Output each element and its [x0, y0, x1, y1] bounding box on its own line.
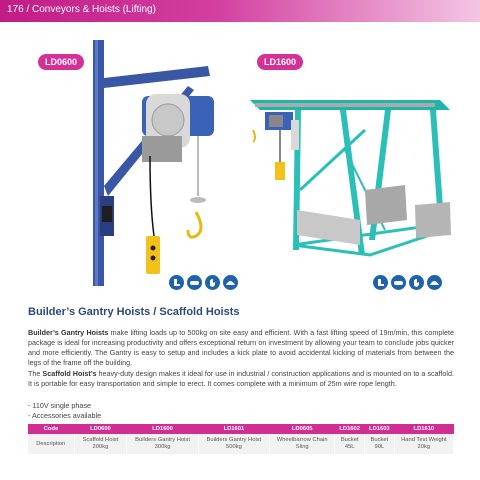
paragraph-scaffold-text: heavy-duty design makes it ideal for use in industrial / construction applications and is mounted on to a scaffold. It is portable for easy transportation and simple to erect. It comes complete with a minimum of 25m wire rope length.: [28, 369, 454, 388]
table-cell: Scaffold Hoist 200kg: [74, 434, 127, 454]
paragraph-scaffold-bold: Scaffold Hoist’s: [42, 369, 97, 378]
paragraph-scaffold: [28, 369, 454, 389]
paragraph-scaffold-pre: The: [28, 369, 43, 378]
boot-icon: [169, 275, 184, 290]
list-item: - Accessories available: [28, 411, 102, 420]
table-header-cell: LD1601: [198, 424, 269, 434]
table-header-row: [28, 424, 454, 434]
boot-icon: [373, 275, 388, 290]
builders-gantry-photo: [245, 70, 460, 270]
table-header-cell: LD0605: [270, 424, 335, 434]
table-header-cell: Code: [28, 424, 74, 434]
table-cell: Builders Gantry Hoist 300kg: [127, 434, 198, 454]
paragraph-gantry-text: make lifting loads up to 500kg on site easy and efficient. With a fast lifting speed of 19m/min, this complete package is ideal for increasing productivity and offers exceptional return on investment by allowing your team to conclude jobs quicker and more efficiently. The Gantry is easy to setup and includes a kick plate to avoid accidental kicking of materials from between the legs of the frame off the building.: [28, 328, 454, 367]
product-tag-ld1600: LD1600: [257, 54, 303, 70]
section-title: Builder’s Gantry Hoists / Scaffold Hoists: [28, 306, 240, 318]
table-header-cell: LD1600: [127, 424, 198, 434]
glasses-icon: [391, 275, 406, 290]
table-row: [28, 434, 454, 454]
safety-icons-right: [373, 275, 442, 290]
scaffold-hoist-photo: [38, 36, 238, 286]
product-tag-ld0600: LD0600: [38, 54, 84, 70]
paragraph-gantry: [28, 328, 454, 368]
table-cell: Wheelbarrow Chain Sling: [270, 434, 335, 454]
table-header-cell: LD0600: [74, 424, 127, 434]
hardhat-icon: [223, 275, 238, 290]
table-header-cell: LD1603: [365, 424, 395, 434]
safety-icons-left: [169, 275, 238, 290]
table-cell: Description: [28, 434, 74, 454]
table-header-cell: LD1610: [394, 424, 453, 434]
product-spec-table: [28, 424, 454, 454]
glove-icon: [409, 275, 424, 290]
table-cell: Builders Gantry Hoist 500kg: [198, 434, 269, 454]
glasses-icon: [187, 275, 202, 290]
page-header-bar: [0, 0, 480, 22]
glove-icon: [205, 275, 220, 290]
table-cell: Bucket 45L: [335, 434, 365, 454]
table-cell: Hand Test Weight 20kg: [394, 434, 453, 454]
list-item: - 110V single phase: [28, 401, 91, 410]
table-header-cell: LD1602: [335, 424, 365, 434]
page-title: 176 / Conveyors & Hoists (Lifting): [7, 4, 156, 15]
feature-list: [28, 401, 101, 421]
paragraph-gantry-bold: Builder’s Gantry Hoists: [28, 328, 109, 337]
table-cell: Bucket 90L: [365, 434, 395, 454]
hardhat-icon: [427, 275, 442, 290]
